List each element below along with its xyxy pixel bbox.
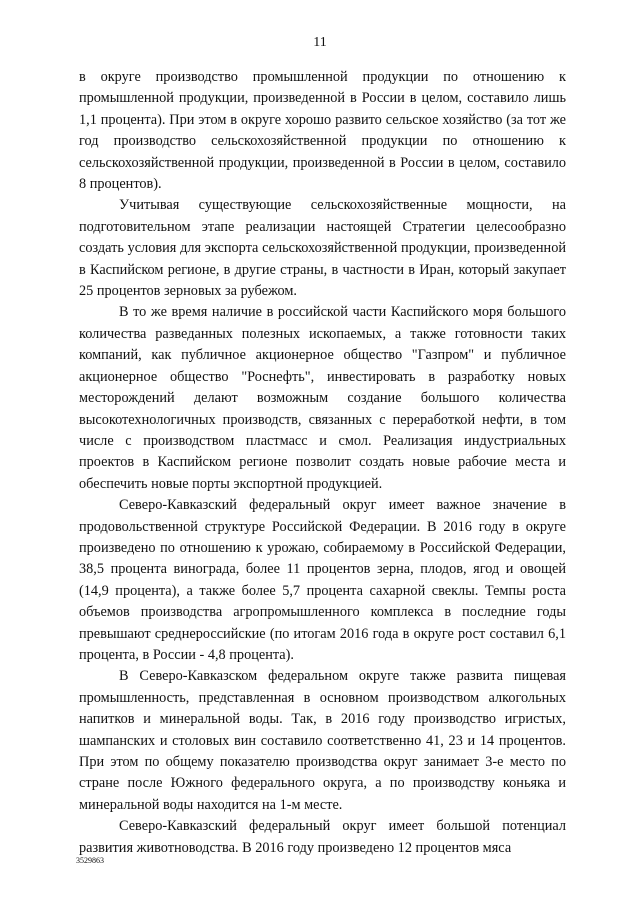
paragraph-5: В Северо-Кавказском федеральном округе также развита пищевая промышленность, представленная в основном производством алкогольных напитков и минеральной воды. Так, в 2016 году производство игристых, шампанских и столовых вин составило соответственно 41, 23 и 14 процентов. При этом по общему показателю производства округ занимает 3-е место по стране после Южного федерального округа, а по производству коньяка и минеральной воды находится на 1-м месте.	[79, 668, 566, 813]
paragraph-3: В то же время наличие в российской части Каспийского моря большого количества разведанных полезных ископаемых, а также готовности таких компаний, как публичное акционерное общество "Газпром" и публичное акционерное общество "Роснефть", инвестировать в разработку новых месторождений делают возможным создание большого количества высокотехнологичных производств, связанных с переработкой нефти, в том числе с производством пластмасс и смол. Реализация индустриальных проектов в Каспийском регионе позволит создать новые рабочие места и обеспечить новые порты экспортной продукцией.	[79, 304, 566, 492]
page-number: 11	[313, 35, 327, 50]
paragraph-1: в округе производство промышленной продукции по отношению к промышленной продукции, произведенной в России в целом, составило лишь 1,1 процента). При этом в округе хорошо развито сельское хозяйство (за тот же год производство сельскохозяйственной продукции по отношению к сельскохозяйственной продукции, произведенной в России в целом, составило 8 процентов).	[79, 69, 566, 193]
paragraph-4: Северо-Кавказский федеральный округ имеет важное значение в продовольственной структуре Российской Федерации. В 2016 году в округе произведено по отношению к урожаю, собираемому в Российской Федерации, 38,5 процента винограда, более 11 процентов зерна, плодов, ягод и овощей (14,9 процента), а также более 5,7 процента сахарной свеклы. Темпы роста объемов производства агропромышленного комплекса в последние годы превышают среднероссийские (по итогам 2016 года в округе рост составил 6,1 процента, в России - 4,8 процента).	[79, 497, 566, 663]
paragraph-2: Учитывая существующие сельскохозяйственные мощности, на подготовительном этапе реализации настоящей Стратегии целесообразно создать условия для экспорта сельскохозяйственной продукции, произведенной в Каспийском регионе, в другие страны, в частности в Иран, который закупает 25 процентов зерновых за рубежом.	[79, 197, 566, 300]
body-text	[79, 67, 566, 859]
paragraph-6: Северо-Кавказский федеральный округ имеет большой потенциал развития животноводства. В 2016 году произведено 12 процентов мяса	[79, 818, 566, 856]
document-id: 3529863	[76, 856, 104, 865]
